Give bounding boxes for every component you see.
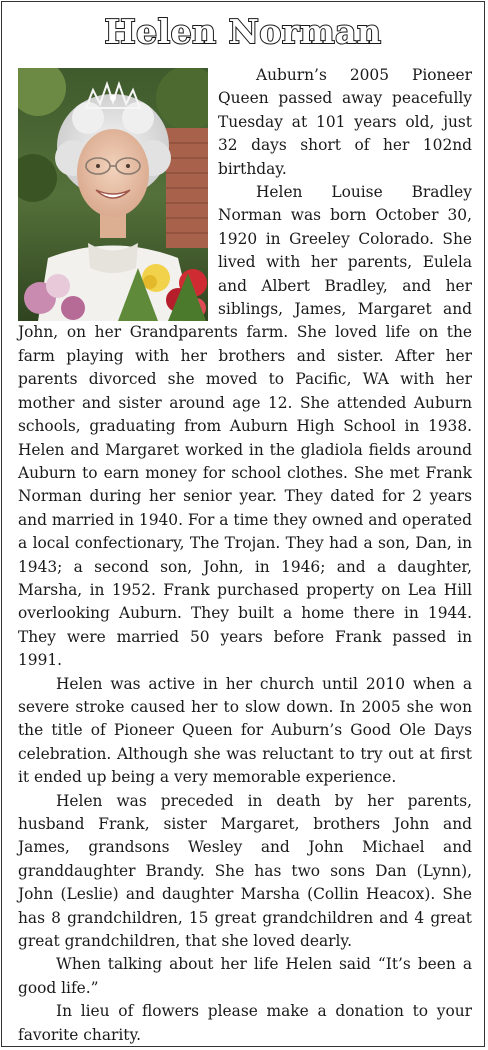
paragraph: Auburn’s 2005 Pioneer Queen passed away peacefully Tuesday at 101 years old, just 32 days short of her 102nd birthday. bbox=[218, 66, 472, 178]
obituary-body bbox=[18, 64, 472, 1047]
paragraph: Helen Louise Bradley Norman was born October 30, 1920 in Greeley Colorado. She lived with her parents, Eulela and Albert Bradley, and her siblings, James, Margaret and John, on her Grandparents farm. She loved life on the farm playing with her brothers and sister. After her parents divorced she moved to Pacific, WA with her mother and sister around age 12. She attended Auburn schools, graduating from Auburn High School in 1938. Helen and Margaret worked in the gladiola fields around Auburn to earn money for school clothes. She met Frank Norman during her senior year. They dated for 2 years and married in 1940. For a time they owned and operated a local confectionary, The Trojan. They had a son, Dan, in 1943; a second son, John, in 1946; and a daughter, Marsha, in 1952. Frank purchased property on Lea Hill overlooking Auburn. They built a home there in 1944. They were married 50 years before Frank passed in 1991. bbox=[18, 183, 472, 670]
paragraph: Helen was active in her church until 2010 when a severe stroke caused her to slow down. In 2005 she won the title of Pioneer Queen for Auburn’s Good Ole Days celebration. Although she was reluctant to try out at first it ended up being a very memorable experience. bbox=[18, 674, 472, 787]
paragraph: Helen was preceded in death by her parents, husband Frank, sister Margaret, brothers John and James, grandsons Wesley and John Michael and granddaughter Brandy. She has two sons Dan (Lynn), John (Leslie) and daughter Marsha (Collin Heacox). She has 8 grandchildren, 15 great grandchildren and 4 great great grandchildren, that she loved dearly. bbox=[18, 791, 472, 951]
paragraph: In lieu of flowers please make a donation to your favorite charity. bbox=[18, 1002, 472, 1044]
obituary-title: Helen Norman bbox=[104, 12, 382, 51]
obituary-notice bbox=[1, 1, 485, 1047]
portrait-photo bbox=[18, 68, 208, 321]
paragraph: When talking about her life Helen said “It’s been a good life.” bbox=[18, 955, 472, 997]
